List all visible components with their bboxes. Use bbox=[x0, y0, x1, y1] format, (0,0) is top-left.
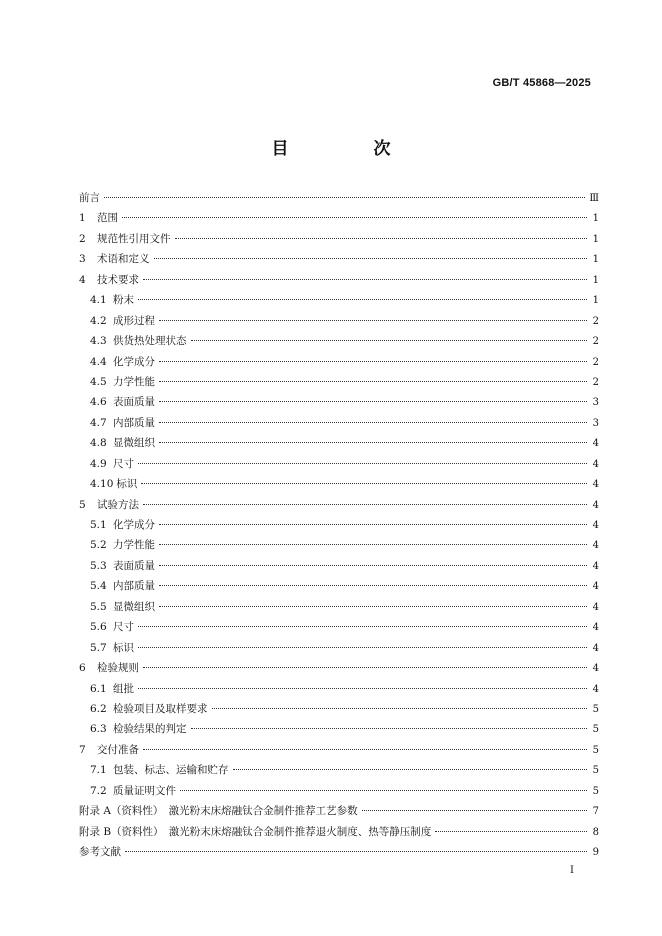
toc-entry-number: 5.6 bbox=[90, 621, 107, 634]
toc-entry-page: 7 bbox=[592, 806, 599, 818]
dot-leader bbox=[143, 278, 587, 280]
toc-entry-number: 4 bbox=[79, 273, 86, 286]
toc-entry-label: 粉末 bbox=[113, 294, 134, 307]
toc-entry[interactable] bbox=[79, 638, 599, 658]
toc-entry-label: 尺寸 bbox=[113, 457, 134, 470]
toc-entry-page: 1 bbox=[592, 274, 599, 286]
footer-page-number: I bbox=[570, 865, 574, 876]
toc-entry-label: 标识 bbox=[116, 478, 138, 491]
dot-leader bbox=[154, 257, 588, 259]
dot-leader bbox=[138, 298, 587, 300]
toc-entry-label: 质量证明文件 bbox=[113, 784, 176, 797]
toc-entry-page: 5 bbox=[592, 724, 599, 736]
toc-entry[interactable] bbox=[79, 801, 599, 821]
toc-entry-number: 5.5 bbox=[90, 600, 107, 613]
toc-entry[interactable] bbox=[79, 208, 599, 228]
toc-entry-page: 5 bbox=[592, 765, 599, 777]
toc-entry-number: 7.2 bbox=[90, 784, 107, 797]
toc-entry-number: 5.3 bbox=[90, 559, 107, 572]
toc-entry-page: 2 bbox=[592, 315, 599, 327]
toc-entry-number: 4.6 bbox=[90, 396, 107, 409]
dot-leader bbox=[159, 584, 587, 586]
toc-entry[interactable] bbox=[79, 699, 599, 719]
toc-entry-label: 技术要求 bbox=[97, 273, 139, 286]
dot-leader bbox=[191, 727, 588, 729]
toc-entry[interactable] bbox=[79, 515, 599, 535]
dot-leader bbox=[125, 850, 587, 852]
toc-entry-number: 6 bbox=[79, 662, 86, 675]
toc-entry-page: 4 bbox=[592, 499, 599, 511]
toc-entry-page: 5 bbox=[592, 744, 599, 756]
toc-entry[interactable] bbox=[79, 535, 599, 555]
toc-entry-label: 内部质量 bbox=[113, 580, 155, 593]
toc-entry-number: 4.3 bbox=[90, 335, 107, 348]
toc-entry[interactable] bbox=[79, 454, 599, 474]
toc-entry-label: 力学性能 bbox=[113, 375, 155, 388]
dot-leader bbox=[159, 441, 587, 443]
toc-entry-number: 6.3 bbox=[90, 723, 107, 736]
toc-entry-label: 组批 bbox=[113, 682, 134, 695]
toc-entry-number: 7 bbox=[79, 743, 86, 756]
dot-leader bbox=[175, 237, 588, 239]
toc-entry[interactable] bbox=[79, 495, 599, 515]
toc-entry-page: 1 bbox=[592, 295, 599, 307]
toc-entry-page: 1 bbox=[592, 254, 599, 266]
toc-entry[interactable] bbox=[79, 842, 599, 862]
toc-entry-label: 表面质量 bbox=[113, 396, 155, 409]
toc-entry[interactable] bbox=[79, 658, 599, 678]
toc-entry-label: 化学成分 bbox=[113, 355, 155, 368]
dot-leader bbox=[104, 196, 585, 198]
toc-entry-page: Ⅲ bbox=[589, 193, 599, 204]
toc-entry-label: 术语和定义 bbox=[97, 253, 150, 266]
toc-entry-label: 力学性能 bbox=[113, 539, 155, 552]
toc-entry-label: 供货热处理状态 bbox=[113, 335, 187, 348]
toc-entry-number: 4.5 bbox=[90, 375, 107, 388]
dot-leader bbox=[138, 625, 587, 627]
toc-entry-page: 3 bbox=[592, 417, 599, 429]
toc-entry-label: 附录 A（资料性） 激光粉末床熔融钛合金制件推荐工艺参数 bbox=[79, 805, 358, 818]
toc-entry-page: 4 bbox=[592, 642, 599, 654]
toc-entry-number: 5.2 bbox=[90, 539, 107, 552]
toc-entry[interactable] bbox=[79, 392, 599, 412]
toc-entry-label: 检验规则 bbox=[97, 662, 139, 675]
toc-entry-number: 4.4 bbox=[90, 355, 107, 368]
toc-entry[interactable] bbox=[79, 822, 599, 842]
toc-entry[interactable] bbox=[79, 290, 599, 310]
page-title: 目 次 bbox=[271, 139, 425, 159]
toc-entry[interactable] bbox=[79, 556, 599, 576]
toc-entry-label: 尺寸 bbox=[113, 621, 134, 634]
toc-entry[interactable] bbox=[79, 229, 599, 249]
toc-entry-page: 1 bbox=[592, 233, 599, 245]
dot-leader bbox=[435, 830, 587, 832]
toc-entry[interactable] bbox=[79, 474, 599, 494]
dot-leader bbox=[191, 339, 588, 341]
toc-entry-number: 3 bbox=[79, 253, 86, 266]
toc-entry-label: 化学成分 bbox=[113, 519, 155, 531]
dot-leader bbox=[138, 462, 587, 464]
dot-leader bbox=[159, 400, 587, 402]
dot-leader bbox=[180, 789, 587, 791]
toc-entry-page: 4 bbox=[592, 601, 599, 613]
toc-entry-label: 前言 bbox=[79, 192, 100, 204]
toc-entry[interactable] bbox=[79, 719, 599, 739]
toc-entry-page: 4 bbox=[592, 683, 599, 695]
toc-entry-label: 表面质量 bbox=[113, 559, 155, 572]
toc-entry[interactable] bbox=[79, 331, 599, 351]
toc-entry-label: 规范性引用文件 bbox=[97, 232, 171, 245]
toc-entry-number: 6.2 bbox=[90, 702, 107, 715]
dot-leader bbox=[159, 380, 587, 382]
toc-entry-page: 4 bbox=[592, 560, 599, 572]
dot-leader bbox=[159, 421, 587, 423]
toc-entry-number: 4.10 bbox=[90, 478, 114, 491]
toc-entry-page: 4 bbox=[592, 458, 599, 470]
dot-leader bbox=[143, 503, 587, 505]
toc-entry[interactable] bbox=[79, 270, 599, 290]
dot-leader bbox=[159, 360, 587, 362]
toc-entry-page: 1 bbox=[592, 213, 599, 225]
toc-entry[interactable] bbox=[79, 311, 599, 331]
standard-code: GB/T 45868—2025 bbox=[492, 77, 591, 89]
toc-entry-number: 5.7 bbox=[90, 641, 107, 654]
toc-entry-page: 4 bbox=[592, 520, 599, 531]
dot-leader bbox=[159, 543, 587, 545]
toc-entry[interactable] bbox=[79, 760, 599, 780]
toc-entry-number: 7.1 bbox=[90, 764, 107, 777]
toc-entry-label: 附录 B（资料性） 激光粉末床熔融钛合金制件推荐退火制度、热等静压制度 bbox=[79, 825, 432, 838]
dot-leader bbox=[233, 768, 588, 770]
toc-entry-label: 显微组织 bbox=[113, 437, 155, 450]
toc-entry[interactable] bbox=[79, 413, 599, 433]
dot-leader bbox=[159, 523, 587, 525]
toc-entry-label: 检验项目及取样要求 bbox=[113, 702, 208, 715]
toc-entry-page: 4 bbox=[592, 663, 599, 675]
dot-leader bbox=[362, 809, 587, 811]
toc-entry-number: 1 bbox=[79, 212, 86, 225]
toc-entry-page: 4 bbox=[592, 438, 599, 450]
toc-entry-number: 5 bbox=[79, 498, 86, 511]
toc-entry-page: 8 bbox=[592, 826, 599, 838]
table-of-contents bbox=[79, 188, 599, 862]
toc-entry[interactable] bbox=[79, 352, 599, 372]
dot-leader bbox=[143, 666, 587, 668]
toc-entry-number: 4.9 bbox=[90, 457, 107, 470]
toc-entry-label: 范围 bbox=[97, 212, 118, 225]
toc-entry[interactable] bbox=[79, 249, 599, 269]
dot-leader bbox=[141, 482, 587, 484]
dot-leader bbox=[122, 216, 587, 218]
toc-entry-page: 2 bbox=[592, 376, 599, 388]
toc-entry-number: 4.1 bbox=[90, 294, 107, 307]
toc-entry-number: 2 bbox=[79, 232, 86, 245]
toc-entry[interactable] bbox=[79, 781, 599, 801]
toc-entry[interactable] bbox=[79, 617, 599, 637]
toc-entry[interactable] bbox=[79, 597, 599, 617]
toc-entry-label: 显微组织 bbox=[113, 600, 155, 613]
toc-entry-label: 标识 bbox=[113, 641, 134, 654]
toc-entry-page: 2 bbox=[592, 356, 599, 368]
toc-entry-label: 包装、标志、运输和贮存 bbox=[113, 764, 229, 777]
toc-entry-number: 4.2 bbox=[90, 314, 107, 327]
toc-entry-label: 检验结果的判定 bbox=[113, 723, 187, 736]
toc-entry-number: 5.4 bbox=[90, 580, 107, 593]
toc-entry[interactable] bbox=[79, 433, 599, 453]
toc-entry-label: 参考文献 bbox=[79, 846, 121, 858]
toc-entry-label: 试验方法 bbox=[97, 498, 139, 511]
toc-entry-number: 4.8 bbox=[90, 437, 107, 450]
toc-entry-number: 4.7 bbox=[90, 416, 107, 429]
dot-leader bbox=[212, 707, 588, 709]
toc-entry-page: 9 bbox=[592, 847, 599, 858]
toc-entry-label: 交付准备 bbox=[97, 743, 139, 756]
toc-entry-page: 5 bbox=[592, 703, 599, 715]
dot-leader bbox=[143, 748, 587, 750]
dot-leader bbox=[159, 605, 587, 607]
toc-entry-label: 成形过程 bbox=[113, 314, 155, 327]
toc-entry-page: 4 bbox=[592, 622, 599, 634]
toc-entry-page: 2 bbox=[592, 336, 599, 348]
toc-entry-page: 4 bbox=[592, 540, 599, 552]
dot-leader bbox=[159, 564, 587, 566]
toc-entry-page: 4 bbox=[592, 479, 599, 491]
toc-entry[interactable] bbox=[79, 679, 599, 699]
dot-leader bbox=[138, 687, 587, 689]
dot-leader bbox=[138, 646, 587, 648]
toc-entry-number: 6.1 bbox=[90, 682, 107, 695]
toc-entry-page: 5 bbox=[592, 785, 599, 797]
toc-entry[interactable] bbox=[79, 372, 599, 392]
toc-entry-number: 5.1 bbox=[90, 519, 107, 531]
toc-entry-page: 4 bbox=[592, 581, 599, 593]
toc-entry-label: 内部质量 bbox=[113, 416, 155, 429]
dot-leader bbox=[159, 319, 587, 321]
toc-entry-page: 3 bbox=[592, 397, 599, 409]
toc-entry[interactable] bbox=[79, 740, 599, 760]
toc-entry[interactable] bbox=[79, 576, 599, 596]
toc-entry[interactable] bbox=[79, 188, 599, 208]
